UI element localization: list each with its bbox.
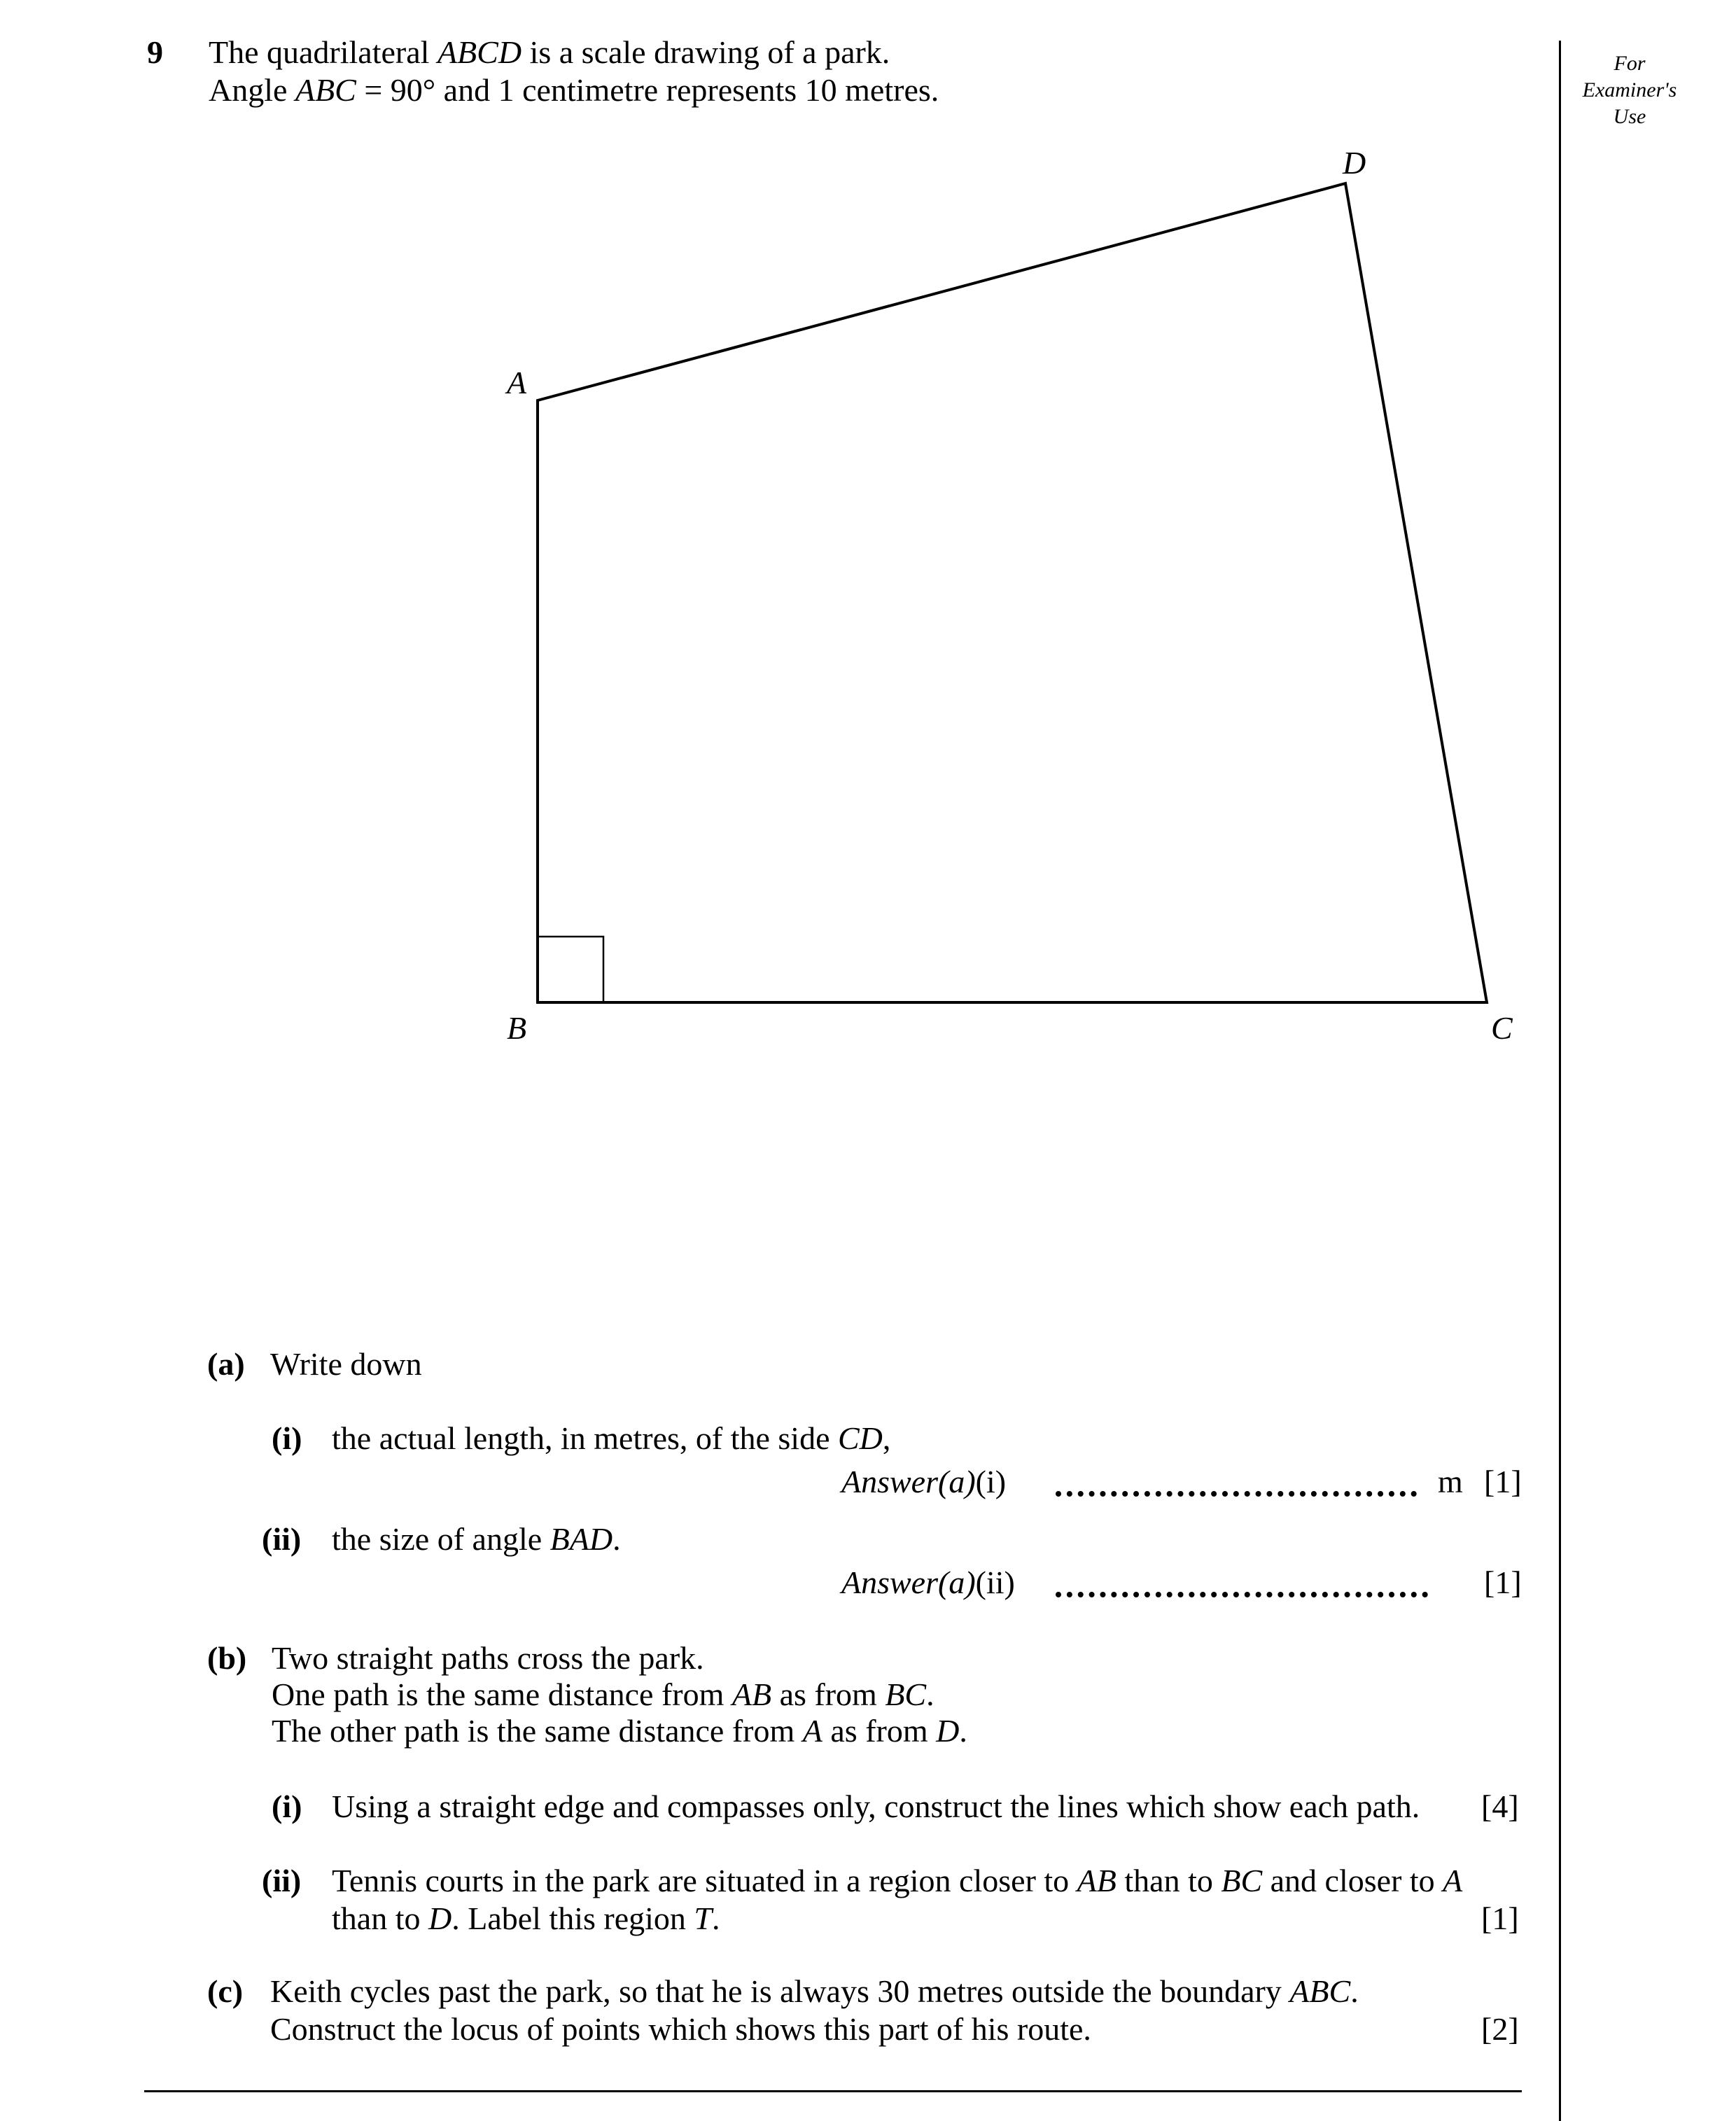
margin-note-for: For bbox=[1614, 52, 1646, 75]
part-b-i-text: Using a straight edge and compasses only, construct the lines which show each path. bbox=[332, 1788, 1420, 1824]
vertex-label-d: D bbox=[1343, 145, 1366, 181]
answer-a-i-label: Answer(a)(i) bbox=[841, 1464, 1007, 1499]
part-c-line-1: Keith cycles past the park, so that he is always 30 metres outside the boundary ABC. bbox=[270, 1973, 1359, 2009]
right-angle-marker bbox=[538, 937, 603, 1002]
part-b-line-2: One path is the same distance from AB as from BC. bbox=[272, 1676, 934, 1712]
vertex-label-a: A bbox=[507, 365, 527, 400]
part-a-ii-label: (ii) bbox=[262, 1521, 302, 1557]
answer-a-i-unit: m bbox=[1438, 1464, 1463, 1499]
part-b-i-marks: [4] bbox=[1481, 1788, 1519, 1824]
intro-line-1: The quadrilateral ABCD is a scale drawing of a park. bbox=[209, 34, 890, 70]
bottom-rule bbox=[144, 2090, 1522, 2092]
part-a-text: Write down bbox=[270, 1346, 422, 1382]
part-a-i-text: the actual length, in metres, of the side CD, bbox=[332, 1420, 891, 1456]
part-c-line-2: Construct the locus of points which shows this part of his route. bbox=[270, 2011, 1091, 2047]
margin-note-examiners: Examiner's bbox=[1582, 78, 1677, 102]
vertex-label-b: B bbox=[507, 1010, 527, 1046]
part-c-marks: [2] bbox=[1481, 2011, 1519, 2047]
part-b-ii-label: (ii) bbox=[262, 1863, 302, 1898]
part-b-i-label: (i) bbox=[272, 1788, 302, 1824]
part-a-ii-marks: [1] bbox=[1484, 1564, 1522, 1600]
answer-a-ii-label: Answer(a)(ii) bbox=[841, 1564, 1015, 1600]
part-a-ii-text: the size of angle BAD. bbox=[332, 1521, 621, 1557]
part-c-label: (c) bbox=[207, 1973, 244, 2009]
quadrilateral-abcd bbox=[538, 183, 1487, 1002]
part-b-ii-line-2: than to D. Label this region T. bbox=[332, 1900, 720, 1936]
part-b-line-3: The other path is the same distance from A as from D. bbox=[272, 1713, 967, 1749]
part-b-ii-line-1: Tennis courts in the park are situated in a region closer to AB than to BC and closer to A bbox=[332, 1863, 1463, 1898]
intro-line-2: Angle ABC = 90° and 1 centimetre represents 10 metres. bbox=[209, 72, 939, 108]
answer-a-ii-field[interactable] bbox=[1056, 1592, 1428, 1597]
part-b-ii-marks: [1] bbox=[1481, 1900, 1519, 1936]
part-a-label: (a) bbox=[207, 1346, 245, 1382]
vertex-label-c: C bbox=[1491, 1010, 1513, 1046]
part-a-i-marks: [1] bbox=[1484, 1464, 1522, 1499]
part-a-i-label: (i) bbox=[272, 1420, 302, 1456]
question-number: 9 bbox=[147, 34, 163, 70]
part-b-line-1: Two straight paths cross the park. bbox=[272, 1640, 704, 1676]
margin-note-use: Use bbox=[1613, 105, 1646, 128]
answer-a-i-field[interactable] bbox=[1056, 1491, 1417, 1497]
part-b-label: (b) bbox=[207, 1640, 247, 1676]
